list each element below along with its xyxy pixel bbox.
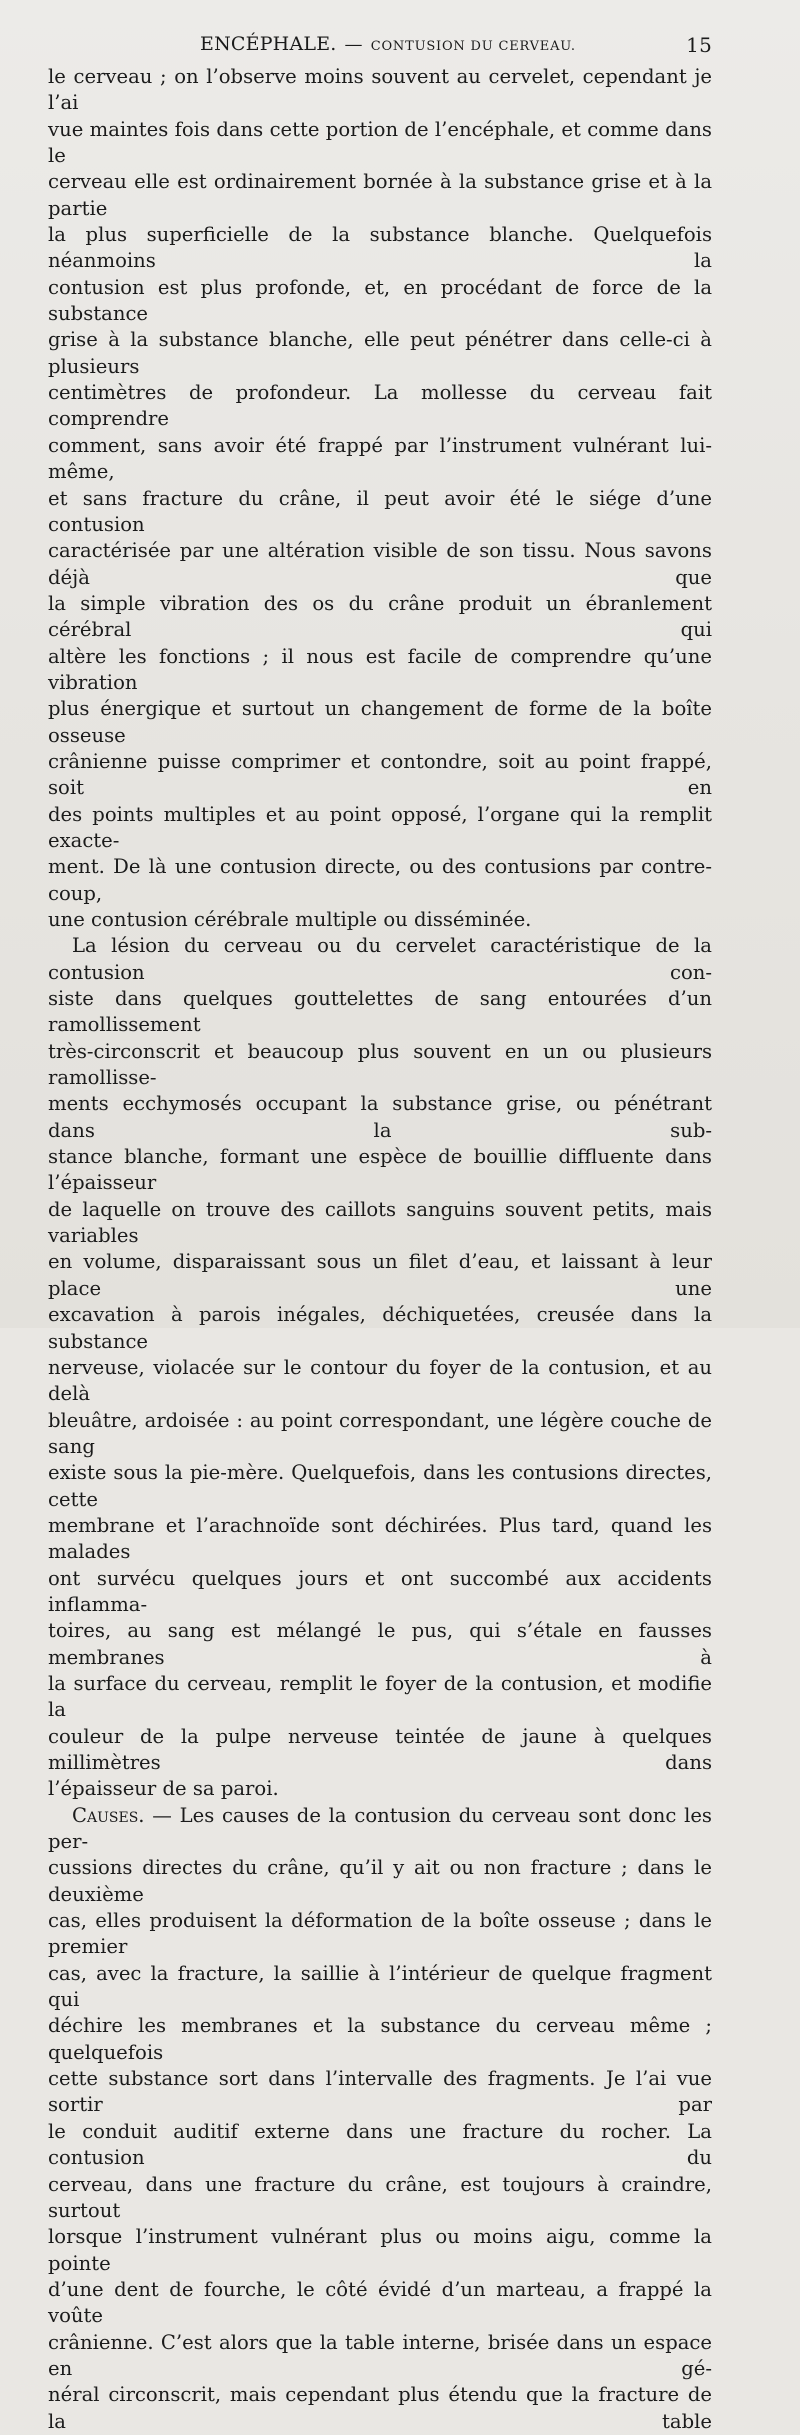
text-line: membrane et l’arachnoïde sont déchirées. Plus tard, quand les malades — [48, 1513, 712, 1564]
text-line: comment, sans avoir été frappé par l’instrument vulnérant lui-même, — [48, 433, 712, 484]
text-line: la surface du cerveau, remplit le foyer de la contusion, et modifie la — [48, 1671, 712, 1722]
text-line: ont survécu quelques jours et ont succombé aux accidents inflamma- — [48, 1566, 712, 1616]
text-line: ment. De là une contusion directe, ou des contusions par contre-coup, — [48, 855, 712, 905]
text-line: le cerveau ; on l’observe moins souvent au cervelet, cependant je l’ai — [48, 65, 712, 115]
section-label-causes: Causes. — [72, 1803, 145, 1827]
running-head-subtitle: CONTUSION DU CERVEAU. — [370, 39, 576, 54]
text-line: couleur de la pulpe nerveuse teintée de jaune à quelques millimètres dans — [48, 1724, 712, 1774]
text-line: altère les fonctions ; il nous est facile de comprendre qu’une vibration — [48, 644, 712, 694]
text-line: et sans fracture du crâne, il peut avoir été le siége d’une contusion — [48, 486, 712, 536]
text-line: nerveuse, violacée sur le contour du foyer de la contusion, et au delà — [48, 1355, 712, 1406]
text-line: cussions directes du crâne, qu’il y ait ou non fracture ; dans le deuxième — [48, 1856, 712, 1906]
text-line: cas, avec la fracture, la saillie à l’intérieur de quelque fragment qui — [48, 1961, 712, 2012]
running-head-dash: — — [344, 34, 363, 55]
text-line: caractérisée par une altération visible de son tissu. Nous savons déjà que — [48, 539, 712, 589]
text-line: excavation à parois inégales, déchiquetées, creusée dans la substance — [48, 1303, 712, 1353]
text-line: ments ecchymosés occupant la substance grise, ou pénétrant dans la sub- — [48, 1092, 712, 1142]
text-line: La lésion du cerveau ou du cervelet caractéristique de la contusion con- — [48, 934, 712, 984]
text-line: cas, elles produisent la déformation de la boîte osseuse ; dans le premier — [48, 1909, 712, 1959]
text-line: la plus superficielle de la substance blanche. Quelquefois néanmoins la — [48, 223, 712, 273]
text-line: contusion est plus profonde, et, en procédant de force de la substance — [48, 275, 712, 326]
text-line: en volume, disparaissant sous un filet d’eau, et laissant à leur place une — [48, 1250, 712, 1300]
text-line: stance blanche, formant une espèce de bouillie diffluente dans l’épaisseur — [48, 1145, 712, 1195]
text-line: le conduit auditif externe dans une fracture du rocher. La contusion du — [48, 2119, 712, 2170]
text-line: d’une dent de fourche, le côté évidé d’un marteau, a frappé la voûte — [48, 2277, 712, 2328]
page-number: 15 — [686, 33, 712, 57]
text-line: crânienne. C’est alors que la table interne, brisée dans un espace en gé- — [48, 2330, 712, 2380]
text-line: toires, au sang est mélangé le pus, qui s’étale en fausses membranes à — [48, 1619, 712, 1669]
text-line: très-circonscrit et beaucoup plus souvent en un ou plusieurs ramollisse- — [48, 1039, 712, 1090]
text-line: centimètres de profondeur. La mollesse du cerveau fait comprendre — [48, 381, 712, 431]
text-line — [48, 1803, 712, 1856]
text-line: bleuâtre, ardoisée : au point correspondant, une légère couche de sang — [48, 1408, 712, 1458]
text-line: l’épaisseur de sa paroi. — [48, 1777, 279, 1801]
text-line: plus énergique et surtout un changement de forme de la boîte osseuse — [48, 697, 712, 747]
text-line: existe sous la pie-mère. Quelquefois, dans les contusions directes, cette — [48, 1461, 712, 1511]
text-line: cerveau, dans une fracture du crâne, est toujours à craindre, surtout — [48, 2172, 712, 2222]
text-line: crânienne puisse comprimer et contondre, soit au point frappé, soit en — [48, 749, 712, 800]
text-line: cette substance sort dans l’intervalle des fragments. Je l’ai vue sortir par — [48, 2067, 712, 2117]
running-head-title-group — [200, 33, 576, 55]
text-line: vue maintes fois dans cette portion de l’encéphale, et comme dans le — [48, 117, 712, 168]
text-line: lorsque l’instrument vulnérant plus ou moins aigu, comme la pointe — [48, 2225, 712, 2275]
text-line: néral circonscrit, mais cependant plus étendu que la fracture de la table — [48, 2383, 712, 2433]
text-line: de laquelle on trouve des caillots sanguins souvent petits, mais variables — [48, 1197, 712, 1248]
body-text — [48, 64, 712, 2435]
text-line: siste dans quelques gouttelettes de sang entourées d’un ramollissement — [48, 987, 712, 1037]
text-line: la simple vibration des os du crâne produit un ébranlement cérébral qui — [48, 591, 712, 642]
text-line: des points multiples et au point opposé, l’organe qui la remplit exacte- — [48, 802, 712, 852]
running-head — [48, 33, 712, 57]
text-line: grise à la substance blanche, elle peut pénétrer dans celle-ci à plusieurs — [48, 328, 712, 378]
text-line-rest: — Les causes de la contusion du cerveau sont donc les per- — [48, 1803, 712, 1854]
text-line: cerveau elle est ordinairement bornée à la substance grise et à la partie — [48, 170, 712, 220]
text-line: une contusion cérébrale multiple ou disséminée. — [48, 908, 532, 931]
text-line: déchire les membranes et la substance du cerveau même ; quelquefois — [48, 2014, 712, 2064]
running-head-title: ENCÉPHALE. — [200, 33, 337, 55]
